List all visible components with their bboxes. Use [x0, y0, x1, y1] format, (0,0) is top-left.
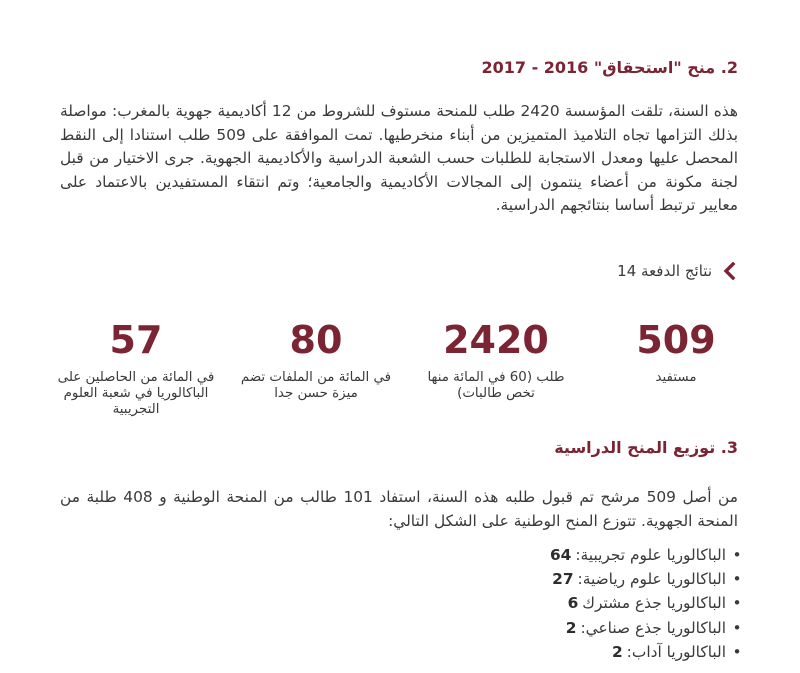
stat-value: 57 [109, 318, 163, 362]
stat-caption: طلب (60 في المائة منها تخص طالبات) [427, 370, 565, 401]
list-item [550, 567, 744, 591]
list-item-value: 2 [565, 618, 577, 637]
list-item-value: 6 [567, 594, 579, 613]
list-item [550, 640, 744, 664]
list-item-value: 64 [549, 546, 572, 564]
stat-caption: في المائة من الحاصلين على الباكالوريا في شعبة العلوم التجريبية [57, 370, 215, 417]
section-2-title: 2. منح "استحقاق" 2016 - 2017 [481, 58, 738, 77]
stat-applications [416, 318, 576, 428]
bullet-dot-icon: • [732, 594, 742, 613]
list-item-label: الباكالوريا آداب: [626, 642, 726, 661]
section-2-paragraph: هذه السنة، تلقت المؤسسة 2420 طلب للمنحة مستوف للشروط من 12 أكاديمية جهوية بالمغرب: مواصلة بذلك التزامها تجاه التلاميذ المتميزين من أبناء منخرطيها. تمت الموافقة على 509 طلب استنادا إلى النقط المحصل عليها ومعدل الاستجابة للطلبات حسب الشعبة الدراسية والأكاديمية الجهوية. جرى الاختيار من قبل لجنة مكونة من أعضاء ينتمون إلى المجالات الأكاديمية والجامعية؛ وتم انتقاء المستفيدين بالاعتماد على معايير ترتبط أساسا بنتائجهم الدراسية. [60, 102, 738, 215]
bullet-dot-icon: • [732, 570, 742, 589]
stat-value: 509 [636, 318, 716, 362]
stat-value: 2420 [443, 318, 549, 362]
stat-experimental-sciences [56, 318, 216, 428]
bullet-dot-icon: • [732, 618, 742, 637]
results-label-row [617, 262, 736, 280]
bullet-dot-icon: • [732, 546, 742, 564]
section-3-paragraph: من أصل 509 مرشح تم قبول طلبه هذه السنة، استفاد 101 طالب من المنحة الوطنية و 408 طلبة من المنحة الجهوية. تتوزع المنح الوطنية على الشكل التالي: [60, 488, 738, 530]
stat-value: 80 [289, 318, 343, 362]
list-item-value: 2 [611, 642, 623, 661]
chevron-left-icon [722, 262, 736, 280]
list-item-label: الباكالوريا علوم رياضية: [577, 570, 726, 589]
section-3-title: 3. توزيع المنح الدراسية [554, 438, 738, 457]
list-item-label: الباكالوريا علوم تجريبية: [575, 546, 726, 564]
list-item [550, 591, 744, 615]
stats-row [56, 318, 756, 428]
stat-caption: مستفيد [655, 370, 697, 385]
stat-very-good-mention [236, 318, 396, 428]
list-item-value: 27 [552, 570, 574, 589]
stat-caption: في المائة من الملفات تضم ميزة حسن جدا [240, 370, 392, 401]
list-item-label: الباكالوريا جذع مشترك [582, 594, 726, 613]
bullet-dot-icon: • [732, 642, 742, 661]
list-item-label: الباكالوريا جذع صناعي: [580, 618, 726, 637]
results-label: نتائج الدفعة 14 [617, 262, 712, 280]
stat-beneficiaries [596, 318, 756, 428]
national-grants-list [550, 543, 744, 664]
list-item [550, 543, 744, 567]
list-item [550, 616, 744, 640]
